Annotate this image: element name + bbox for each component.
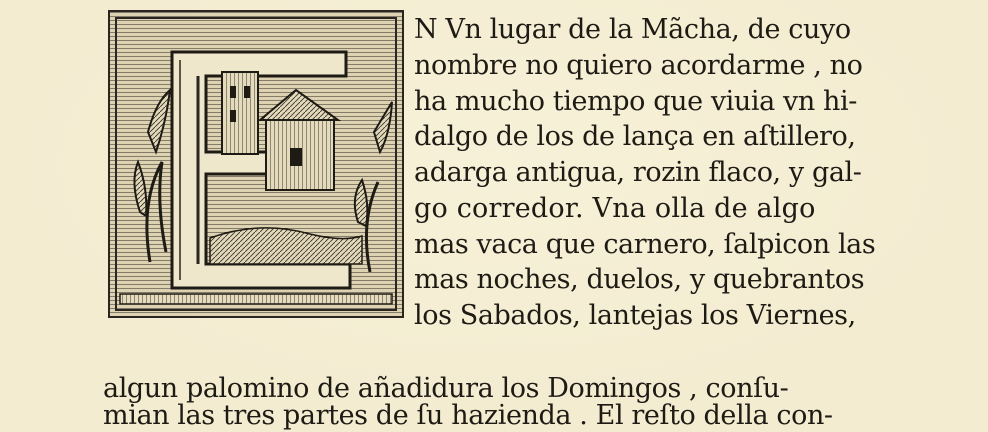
text-line-3: ha mucho tiempo que viuia vn hi- (414, 86, 857, 117)
text-line-11: mian las tres partes de ſu hazienda . El reſto della con- (103, 400, 833, 431)
woodcut-illustration (110, 12, 402, 316)
ornamental-initial-e (108, 10, 404, 318)
text-line-2: nombre no quiero acordarme , no (414, 50, 863, 81)
text-line-6: go corredor. Vna olla de algo (414, 193, 816, 224)
text-line-8: mas noches, duelos, y quebrantos (414, 264, 865, 295)
text-line-5: adarga antigua, rozin flaco, y gal- (414, 157, 862, 188)
text-line-10: algun palomino de añadidura los Domingos , conſu- (103, 373, 789, 404)
text-line-4: dalgo de los de lança en aſtillero, (414, 121, 856, 152)
text-line-9: los Sabados, lantejas los Viernes, (414, 300, 856, 331)
text-line-1: N Vn lugar de la Mãcha, de cuyo (414, 14, 851, 45)
text-line-7: mas vaca que carnero, ſalpicon las (414, 229, 876, 260)
